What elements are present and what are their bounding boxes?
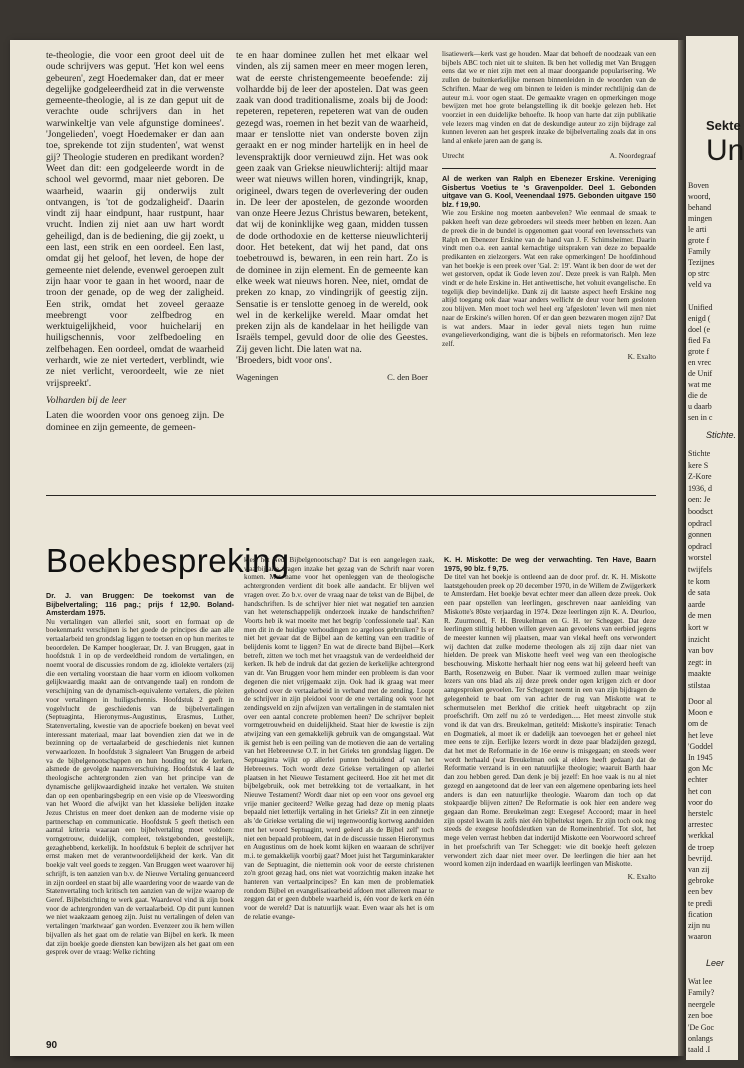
review-text: De titel van het boekje is ontleend aan de door prof. dr. K. H. Miskotte laatstgehouden preek op 20 december 1970, in de Willem de Zwijgerkerk te Amsterdam. Het boekje bevat echter meer dan alleen deze preek. Ook een paar opstellen van leerlingen, geschreven naar aanleiding van Miskotte's 80ste verjaardag in 1974. Deze leerlingen zijn K. A. Deurloo, R. Zuurmond, F. H. Breukelman en G. H. ter Schegget. Dat deze leerlingen stilttig hebben willen geven aan gevoelens van eerbied jegens de meester kunnen wij plaatsen, maar van vlekal heeft ons verwondert wij dachten dat zulke moderne theologen als zij zijn daar niet van hielden. De preek van Miskotte heeft veel weg van een theologische beschouwing. Miskotte herhaalt hier nog eens wat hij geleerd heeft van Barth, Rosenzweig en Buber. Naar ik vermoed zullen maar weinige lezers van ons blad als zij deze preek onder ogen krijgen zich er door aangesproken gevoelen. Ter Schegget neemt in een van zijn bijdragen de gelegenheid te baat om van achter de rug van Miskotte wat te schermutselen met Berkhof die critiek heeft uitgebracht op zijn proefschrift. Om zelf nu zó te verdedigen..... Het meest zinvolle stuk vond ik dat van drs. Breukelman, getiteld: Miskotte's inspiratie: Tenach en Dogmatiek, al moet ik er dadelijk aan toevoegen het er geheel niet mee eens te zijn. Eerlijke lezers wordt in deze paar bladzijden gezegd, dat het met de Reformatie in de 16e eeuw is misgegaan; en steeds weer wordt herhaald (wat Breukelman ook al elders heeft gedaan) dat de Reformatie verzand is in een natuurlijke theologie; waaruit Barth haar dan zou hebben gered. Dan denk je bij jezelf: En hoe vaak is nu al niet gezegd en aangetoond dat de leer van een algemene openbaring iets heel anders is dan een natuurlijke theologie. Waarom dan toch op dat stokpaardje blijven zitten? De Reformatie is ook hier een andere weg gegaan dan Rome. Breukelman zegt: Exegese! Accoord; maar in heel zijn opstel kwam ik zelfs niet één bijbeltekst tegen. Er zijn toch ook nog steeds de exegese hoofdsleutken van de Romeinenbrief. Tot slot, het mege velen verrast hebben dat indertijd Miskotte een Voorwoord schreef in het proefschrift van Ter Schegget: wie dit boekje heeft gelezen verwondert zich daar niet meer over. De leerlingen die hier aan het woord komen zijn inderdaad en waarlijk leerlingen van Miskotte. [444,573,656,869]
facing-page-line: van zij [688,865,710,874]
review-signature: K. Exalto [627,871,656,881]
facing-page-line: mingen [688,214,712,223]
upper-column-3 [442,50,656,492]
book-review-heading: Al de werken van Ralph en Ebenezer Erskine. Vereniging Gisbertus Voetius te 's Gravenpolder. Deel 1. Gebonden uitgave van G. Kool, Veenendaal 1975. Gebonden uitgave 150 blz. f 19,90. [442,174,656,209]
signature-place: Utrecht [442,150,465,160]
facing-page-line: oen: Je [688,495,711,505]
facing-page-line: behand [688,203,712,212]
facing-page-line: wat me [688,380,712,389]
facing-page-line: 'Goddel [688,741,713,751]
facing-page-subheading: Stichte. [706,430,737,440]
facing-page-line: fied Fa [688,336,711,345]
facing-page-line: fication [688,909,713,919]
facing-page-line: te predi [688,898,713,908]
facing-page-line: voor do [688,797,713,807]
upper-column-1 [46,50,224,488]
facing-page-line: Family? [688,988,715,998]
facing-page-line: maakte [688,669,712,679]
facing-page-line: zijn nu [688,921,710,930]
closing-quote: 'Broeders, bidt voor ons'. [236,355,332,367]
review-signature: K. Exalto [627,351,656,361]
upper-column-2 [236,50,428,488]
review-text: Wie zou Erskine nog moeten aanbevelen? Wie eenmaal de smaak te pakken heeft van deze gebroeders wil steeds meer hebben en lezen. Aan de preek die in de bundel is opgenomen gaat vooraf een levensschets van Ralph en Ebenezer Erskine van de hand van J. F. Schimsheimer. Daarin vindt men o.a. een aantal kernachtige uitspraken van deze zo bepaalde predikanten en zielzorgers. Wat een rake opmerkingen! De hoofdinhoud van het boekje is een preek over 'Gal. 2: 19'. Want ik ben door de wet der wet gestorven, opdat ik Gode leven zou'. Deze preek is van Ralph. Men vindt er de hele Erskine in. Het antiwettische, het vohuit evangelische. En tegelijk diep bevindelijke. Dank zij dit laatste aspect heeft Erskine nog altijd toegang ook daar waar anders wellicht de deur voor hem gesloten zou blijven. Men moet toch wel heel erg 'afgesloten' leven wil men niet naar de Erskine's willen horen. Of er dan geen bezwaren mogen zijn? Dat is wat anders. Maar in ieder geval niets tegen hun ruime evangelieverkondiging, want die is bijbels en reformatorisch. Men leze zelf. [442,209,656,348]
book-review-heading: K. H. Miskotte: De weg der verwachting. Ten Have, Baarn 1975, 90 blz. f 9,75. [444,555,656,573]
facing-page-line: het con [688,786,712,796]
facing-page-line: om de [688,719,708,729]
facing-page-line: gonnen [688,530,712,540]
facing-page-line: inzicht [688,634,710,644]
facing-page-line: Z-Kore [688,472,712,482]
facing-page-line: doel (e [688,325,710,334]
facing-page-subheading: Leer [706,958,725,968]
facing-page-line: waaron [688,932,712,942]
facing-page-line: te kom [688,576,710,586]
facing-page-line: herstelc [688,809,713,818]
facing-page-line: het leve [688,730,714,740]
facing-page-line: 'De Goc [688,1022,715,1032]
facing-page-title: Un [706,134,744,167]
facing-page-line: neergele [688,999,715,1009]
facing-page-line: opdracl [688,541,712,551]
facing-page-line: u daarb [688,402,712,411]
book-gutter [678,40,686,1056]
facing-page-line: werkkal [688,831,714,841]
section-subheading: Volharden bij de leer [46,394,127,406]
facing-page-line: de men [688,611,712,621]
facing-page-line: zen boe [688,1011,713,1021]
article-text: te-theologie, die voor een groot deel uit de oude schrijvers was geput. 'Het kon wel eens gebeuren', zegt Hoedemaker dan, dat er meer degelijke godgeleerdheid zat in die verwenste gemeente-theologie, al is ze dan geput uit de verachte oude schrijvers dan in het warwinkeltje van vele afgunstige dominees'. 'Jongelieden', voegt Hoedemaker er dan aan toe, sprekende tot zijn studenten', wat wenst gij? Theologie studeren en predikant worden? Weet dan dit: een godgeleerde wordt in de school wel gevormd, maar niet geboren. De waarheid, waarin gij onderwijs zult ontvangen, is 'tot de godzaligheid'. Daarin vindt zij haar eindpunt, haar rustpunt, haar vrucht. Indien zij niet aan uw hart wordt geheiligd, dan is de bediening, die gij zoekt, u een last, een strik en een oordeel. Een last, omdat gij het geloof, het leven, de hope der gemeente niet delende, evenwel geroepen zult zijn haar voor te gaan in het woord, naar de troon der genade, op de weg der zaligheid. Een strik, omdat het zoveel geraaze meebrengt voor zelfbedrog en werktuigelijkheid, voor huichelarij en huiligschennis, voor zelfbedoeling en zelfbehagen. Een oordeel, omdat de waarheid verhardt, wie ze niet vertedert, verblindt, wie ze niet verlicht, veroordeelt, wie ze niet vrijspreekt'. [46,50,224,389]
facing-page-line: grote f [688,347,710,356]
facing-page-line: veld va [688,280,712,289]
lower-column-2 [244,556,434,1028]
signature-line [236,372,428,383]
facing-page-line: bevrijd. [688,853,713,863]
facing-page-line: le arti [688,225,707,234]
facing-page-line: en vrec [688,358,712,367]
facing-page-line: Stichte [688,449,711,458]
facing-page-line: opdracl [688,518,712,528]
facing-page-line: Tezijnes [688,258,715,267]
facing-page-line: echter [688,775,708,785]
facing-page-line: Wat lee [688,977,713,986]
facing-page-line: de troep [688,842,714,852]
facing-page-line: gon Mc [688,764,713,774]
facing-page-heading: Sekte [706,118,741,133]
facing-page-line: In 1945 [688,753,713,762]
facing-page-line: twijfels [688,565,712,574]
facing-page-line: die de [688,391,708,400]
review-text: kiest het Ned. Bijbelgenootschap? Dat is een aangelegen zaak, waarbij alle vragen inzake het gezag van de Schrift naar voren komen. Met name voor het openleggen van de theologische achtergronden verdient dit boek alle aandacht. Er blijven wel vragen over. Zo b.v. over de vraag naar de tekst van de Bijbel, de handschriften. Is de schrijver hier niet wat negatief ten aanzien van het wetenschappelijk onderzoek inzake de handschriften? Voorts heb ik wat moeite met het begrip 'confessionele taal'. Kan men dit in de huidige verhoudingen zo argeloos gebruiken? Is er niet het gevaar dat de Bijbel aan de ketting van een traditie of belijdenis komt te liggen? En wat de directe band Bijbel—Kerk betreft, zitten we toch met het vraagstuk van de verdeeldheid der kerken. Ik heb de indruk dat dat gezien de kerkelijke achtergrond van dr. Van Bruggen voor hem minder een probleem is dan voor degenen die niet vrijgemaakt zijn. Ook had ik graag wat meer gehoord over de vertaalarbeid in verband met de zending. Loopt de schrijver in zijn pleidooi voor de ene vertaling ook voor het zendingsveld en zijn afwijzen van vertalingen in de stamtalen niet over een aantal concrete problemen heen? De schrijver bepleit vormgetrouwheid en duidelijkheid. Staat hier de kwestie is zijn atwijzing van een gemakkelijk gebruik van de omgangstaal. Wat ik gemist heb is een peiling van de motieven die aan de vertaling van het Hebreeuwse O.T. in het Grieks ten grondslag liggen. De Septuaginta wijkt op allerlei punten beduidend af van het Hebreeuws. Toch wordt deze Griekse vertalingen op allerlei plaatsen in het Nieuwe Testament geciteerd. Hoe zit het met dit bijbelgebruik, ook met betrekking tot de vertaalkant, in het Nieuwe Testament? Wordt daar niet op een voor ons gevoel erg vrije manier geciteerd? Welke gezag had deze op menig plaats bepaald niet letterlijk vertaling in het Grieks? Zit in een zinnetje als 'de Griekse vertaling die wij tegenwoordig kortweg aanduiden met het woord Septuagint, werd geëerd als de Bijbel zelf' toch niet een bepaald probleem, dat in de discussie tussen Hieronymus en Augustinus om de hoek komt kijken en waaraan de schrijver m.i. te gemakkelijk voorbij gaat? Moet juist het Targuminkarakter van de Septuagint, die niettemin ook voor de eerste christenen zo'n groot gezag had, ons niet wat voorzichtig maken inzake het hanteren van vertaalprincipes? En kan men de problematiek rondom Bijbel en evangelisatiearbeid afdoen met allereen maar te zeggen dat er geen dubbele waarheid is, één voor de kerk en één voor de wereld? Dat is natuurlijk waar. Even waar als het is om de relatie evange- [244,556,434,921]
facing-page-line: kere S [688,460,709,470]
facing-page [686,36,744,1060]
facing-page-line: boodsct [688,507,713,516]
facing-page-line: Family [688,247,711,256]
facing-page-line: van bov [688,646,714,656]
facing-page-line: kort w [688,623,709,632]
article-text: te en haar dominee zullen het met elkaar wel vinden, als zij samen meer en meer mogen leren, wat de eerste christengemeente beoefende: zij volhardde bij de leer der apostelen. Dat was geen zaak van dood traditionalisme, zoals bij de Jood: repeteren, repeteren, repeteren wat van de ouden gezegd was, roemen in het bezit van de waarheid, maar er tenslotte niet van onderste boven zijn geraakt en er nog minder hartelijk en in heel de levenspraktijk door vernieuwd zijn. Het was ook geen zaak van Griekse nieuwlichterij: altijd maar weer wat nieuws willen horen, vindingrijk, knap, origineel, dwars tegen de overlevering der ouden in. De leer der apostelen, de gezonde woorden van onze Heere Jezus Christus bewaren, betekent, dat wij de koninklijke weg gaan, midden tussen de dode orthodoxie en de ketterse nieuwlichterij door. Het betekent, dat wij het pand, dat ons toebetrouwd is, bewaren, in een rein hart. Zo is de dominee in zijn element. En de gemeente kan elke week wat nieuws horen. Nee, niet, omdat de preken zo knap, zo vindingrijk of geestig zijn. Sensatie is er tenslotte genoeg in de wereld, ook wel in de kerkelijke wereld. Maar omdat het preken zijn als de kandelaar in het heiligde van Israëls tempel, gevuld door de olie des Geestes. Zij geven licht. Die laten wat na. [236,50,428,355]
facing-page-line: de sata [688,588,710,598]
facing-page-line: onlangs [688,1034,713,1043]
facing-page-line: arrestec [688,820,713,830]
signature-line [442,152,656,161]
magazine-page [10,40,678,1056]
facing-page-line: worstel [688,553,712,563]
facing-page-line: Moon e [688,708,713,718]
page-number: 90 [46,1040,58,1051]
section-title: Boekbespreking [46,542,290,579]
book-review-heading: Dr. J. van Bruggen: De toekomst van de Bijbelvertaling; 116 pag.; prijs f 12,90. Boland-Amsterdam 1975. [46,591,234,617]
facing-page-line: grote f [688,236,710,245]
review-text: Nu vertalingen van allerlei snit, soort en formaat op de boekenmarkt verschijnen is het goede de principes die aan alle vertaalarbeid ten grondslag liggen te toetsen en op hun merites te beoordelen. De Kamper hoogleraar, Dr. J. van Bruggen, gaat in hoofdstuk 1 in op de verdeeldheid rondom de vertalingen, en noemt vooral de discussies rondom de zg. idiolekte vertalers (zij die een vertaling voorstaan die haar vorm en idioom volkomen gelijkwaardig maakt aan de ontvangende taal) en rondom de verschijning van de dynamisch-equivalente vertalers, die pleiten voor vertalingen in huiligschennis. Hoofdstuk 2 geeft in vogelvlucht de geschiedenis van de bijbelvertalingen (Septuaginta, Hieronymus-Augustinus, Erasmus, Luther, Statenvertaling, kwestie van de apocriefe boeken) en bevat veel interessant materiaal, maar laat bovendien zien dat we in de bezinning op de vertaalarbeid de geschiedenis niet kunnen verwaarlozen. In hoofdstuk 3 signaleert Van Bruggen de arbeid va de bijbelgenootschappen en hun houding tot de kerken, alsmede de gevolgde naamsverschuiving. Hoofdstuk 4 laat de theologische achtergronden zien van het principe van de dynamische gelijkwaardigheid inzake het vertalen. We stuiten dan op een openbaringsbegrip en een visie op de Vleeswording van het Woord die afwijkt van het klassieke belijden inzake Jezus Christus en meer doet denken aan de moderne visie op partnerschap en communicatie. Hoofdstuk 5 geeft thetisch een aantal kriteria waaraan een bijbelvertaling moet voldoen: vorngetrouw, duidelijk, compleet, tekstgebonden, geestelijk, gezaghebbend, kerkelijk. In hoofdstuk 6 bepleit de schrijver het ernst maken met de verantwoordelijkheid der kerk. Van dit boekje valt veel goeds te zeggen. Van Bruggen weet waarover hij schrijft, is ten aanzien van b.v. de Nieuwe Vertaling genuanceerd in zijn oordeel en staat bij alle waardering voor de waarde van de Statenvertaling toch kritisch ten aanzien van de wijze waarop de Geref. Bijbelstichting te werk gaat. Waardevol vind ik zijn boek voor de achtergronden van de vertaalarbeid. Op dit punt kunnen we niet waakzaam genoeg zijn. Juist nu vertalingen of delen van vertalingen 'marktwaar' gan worden. Evenzeer zou ik hem willen bijvallen als het gaat om de relatie van Bijbel en kerk. Ik meen dat zijn boekje goede diensten kan bewijzen als het gaat om een gesprek over de vraag: Welke richting [46,617,234,957]
facing-page-line: woord, [688,192,711,201]
facing-page-line: Boven [688,181,709,190]
article-text: Laten die woorden voor ons genoeg zijn. De dominee en zijn gemeente, de gemeen- [46,410,224,433]
section-divider [46,495,656,496]
facing-page-line: gebroke [688,876,714,886]
signature-author: A. Noordegraaf [609,150,656,160]
facing-page-line: aarde [688,599,706,609]
article-text: lisatiewerk—kerk vast ge houden. Maar dat behoeft de noodzaak van een bijbels ABC toch niet uit te sluiten. Ik ben het volledig met Van Bruggen eens dat we er niet zijn met een al maar doorgaande popularisering. We zullen de buitenkerkelijke mensen binnenleiden in de woorden van de Schriften. Maar de weg om binnen te leiden is minder rechtlijnig dan de auteur m.i. voor ogen staat. De gemaakte vragen en opmerkingen moge bewijzen met hoe grote belangstelling ik dit boekje gelezen heb. Het voorziet in een duidelijke behoefte. Ik hoop van harte dat zijn publikatie vele lezers mag vinden en dat de deskundige auteur zo zijn bijdrage zal kunnen leveren aan het gesprek inzake de bijbelvertaling zoals dat in ons land al enkele jaren aan de gang is. [442,50,656,146]
facing-page-line: stilstaa [688,681,711,690]
facing-page-line: enigd ( [688,314,711,323]
facing-page-line: 1936, d [688,483,712,493]
signature-author: C. den Boer [387,372,428,383]
facing-page-line: op strc [688,269,710,278]
facing-page-line: Door al [688,697,713,706]
facing-page-line: taald .I [688,1045,711,1055]
facing-page-line: zegt: in [688,657,712,667]
lower-column-1 [46,592,234,1028]
facing-page-line: de Unif [688,369,713,378]
lower-column-3 [444,556,656,1034]
signature-place: Wageningen [236,372,279,383]
facing-page-line: Unified [688,303,713,312]
facing-page-line: sen in c [688,413,713,422]
facing-page-line: een bev [688,887,713,897]
